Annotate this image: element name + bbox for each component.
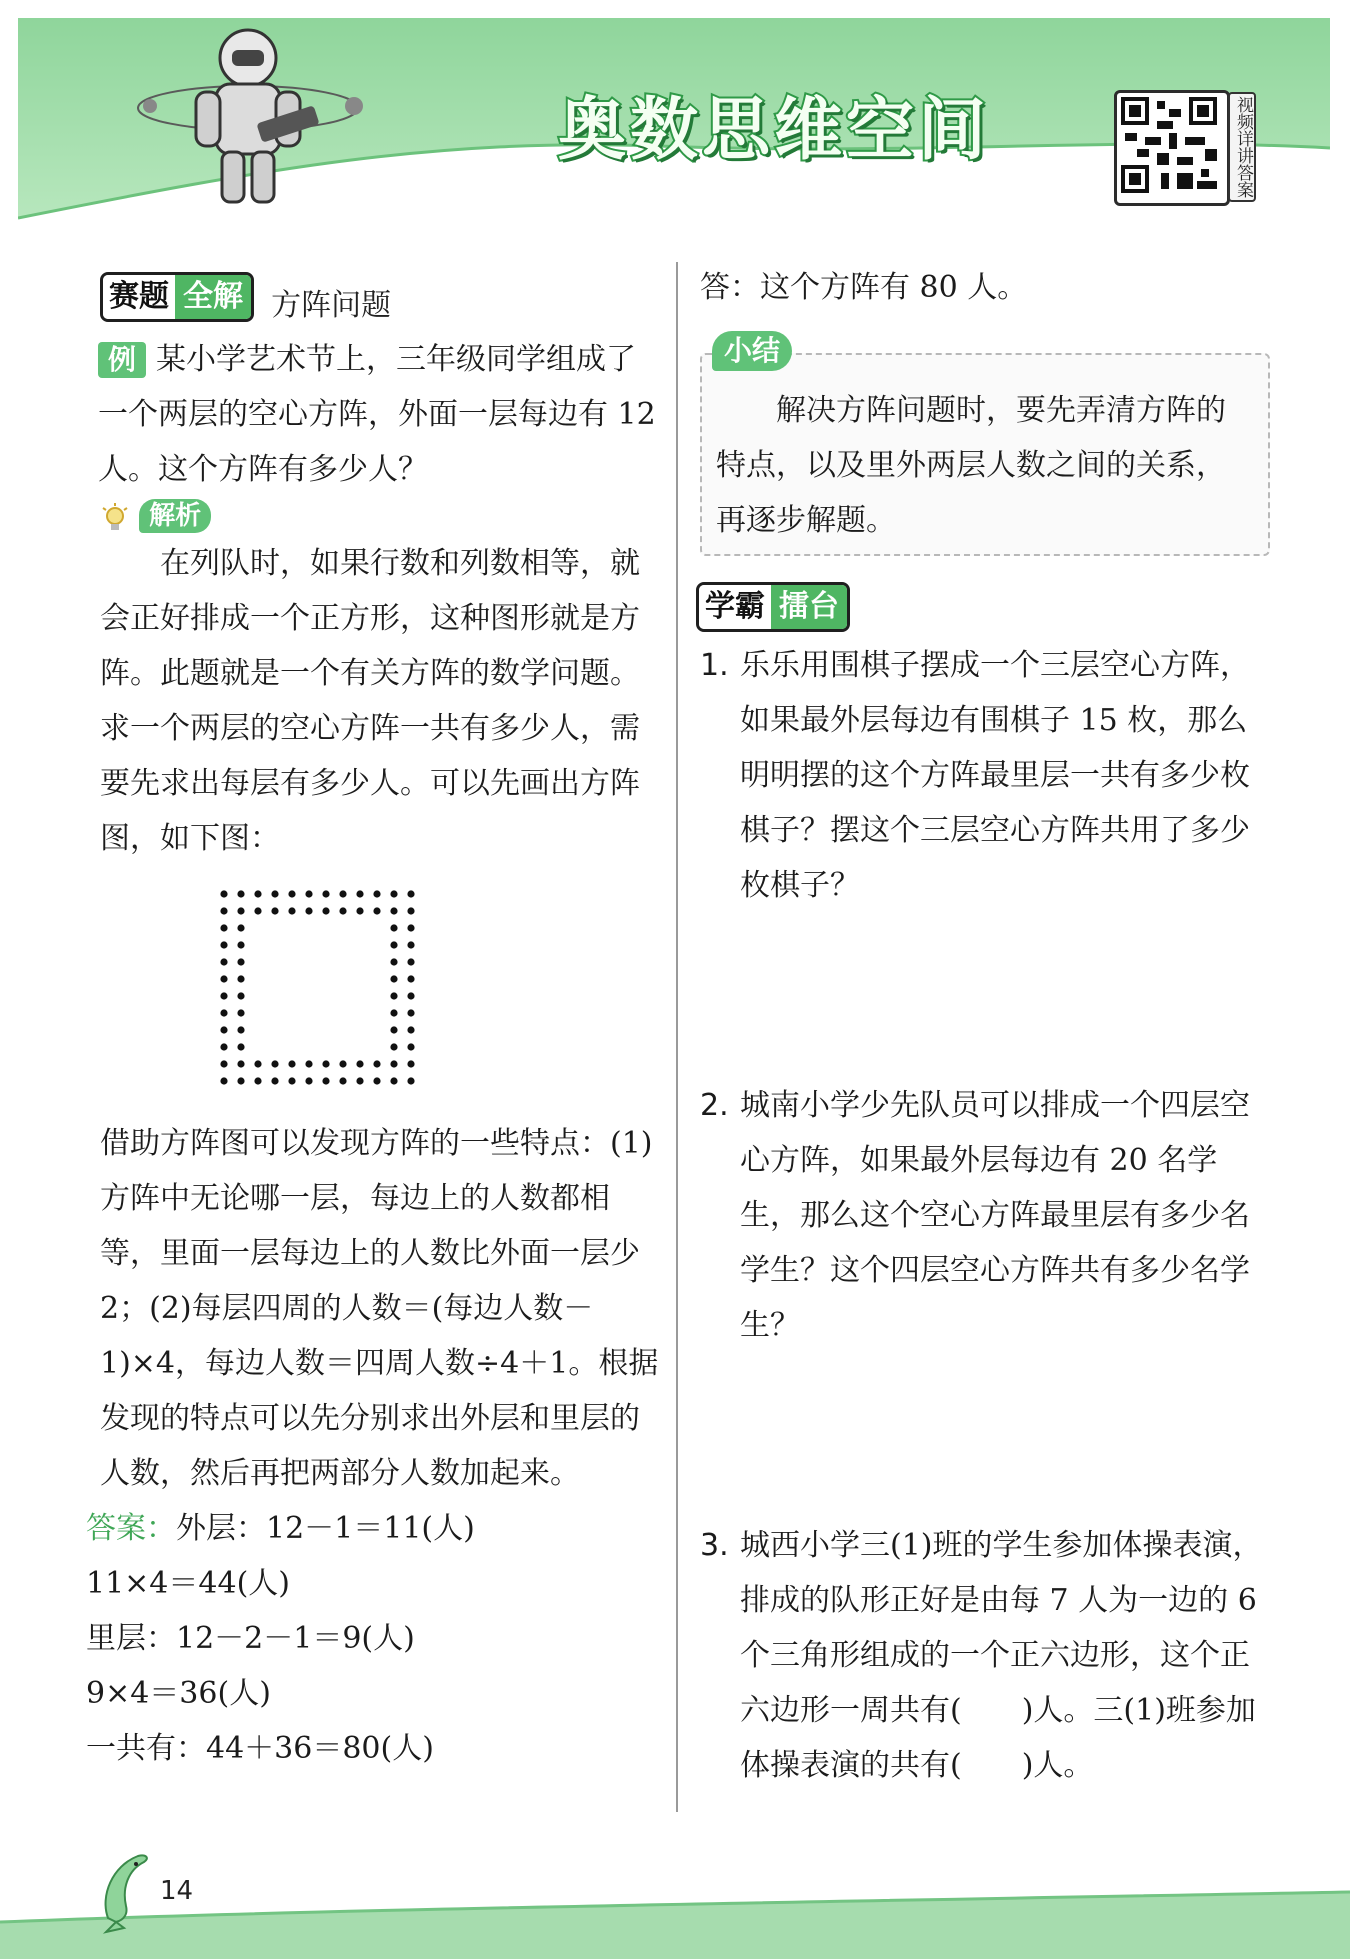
- person-dot: [305, 1077, 312, 1084]
- person-dot: [339, 890, 346, 897]
- person-dot: [254, 890, 261, 897]
- person-dot: [407, 1009, 414, 1016]
- summary-text: 解决方阵问题时，要先弄清方阵的特点，以及里外两层人数之间的关系，再逐步解题。: [716, 393, 1226, 538]
- person-dot: [220, 958, 227, 965]
- person-dot: [237, 1026, 244, 1033]
- person-dot: [407, 924, 414, 931]
- lightbulb-icon: [100, 502, 130, 536]
- page-number: 14: [160, 1876, 194, 1906]
- person-dot: [237, 941, 244, 948]
- person-dot: [390, 958, 397, 965]
- person-dot: [390, 907, 397, 914]
- answer-line-2: 11×4＝44(人): [86, 1566, 290, 1601]
- person-dot: [220, 1060, 227, 1067]
- final-answer: 答：这个方阵有 80 人。: [700, 270, 1028, 305]
- person-dot: [237, 992, 244, 999]
- person-dot: [254, 1077, 261, 1084]
- qr-code-icon[interactable]: [1114, 90, 1230, 206]
- section-heading-left: [100, 272, 660, 324]
- column-divider: [676, 262, 678, 1812]
- answer-block: [86, 1501, 660, 1776]
- person-dot: [356, 1077, 363, 1084]
- person-dot: [356, 907, 363, 914]
- person-dot: [237, 1077, 244, 1084]
- person-dot: [220, 907, 227, 914]
- person-dot: [220, 1077, 227, 1084]
- person-dot: [322, 907, 329, 914]
- analysis-heading: [100, 499, 660, 537]
- person-dot: [271, 907, 278, 914]
- analysis-paragraph-1: 在列队时，如果行数和列数相等，就会正好排成一个正方形，这种图形就是方阵。此题就是一个有关方阵的数学问题。求一个两层的空心方阵一共有多少人，需要先求出每层有多少人。可以先画出方阵图，如下图：: [100, 546, 640, 856]
- person-dot: [237, 924, 244, 931]
- person-dot: [237, 975, 244, 982]
- section-tag-right-a: 学霸: [699, 585, 771, 629]
- person-dot: [220, 941, 227, 948]
- summary-label: 小结: [712, 331, 792, 371]
- person-dot: [356, 1060, 363, 1067]
- person-dot: [322, 1060, 329, 1067]
- question-1: [700, 638, 1270, 1078]
- answer-line-4: 9×4＝36(人): [86, 1676, 271, 1711]
- person-dot: [220, 992, 227, 999]
- section-tag-right-b: 擂台: [771, 585, 847, 629]
- example-problem: [98, 332, 660, 497]
- example-text: 某小学艺术节上，三年级同学组成了一个两层的空心方阵，外面一层每边有 12 人。这个方阵有多少人？: [98, 341, 656, 487]
- question-number: 2.: [700, 1088, 729, 1123]
- page-title: 奥数思维空间: [558, 91, 991, 170]
- person-dot: [237, 1060, 244, 1067]
- person-dot: [288, 1060, 295, 1067]
- dot-array: [216, 886, 436, 1098]
- person-dot: [390, 1043, 397, 1050]
- person-dot: [407, 975, 414, 982]
- hollow-square-diagram: [216, 886, 660, 1102]
- section-tag-right: [696, 582, 850, 632]
- question-number: 1.: [700, 648, 729, 683]
- person-dot: [356, 890, 363, 897]
- section-subtitle: 方阵问题: [271, 287, 392, 323]
- person-dot: [237, 1043, 244, 1050]
- person-dot: [339, 907, 346, 914]
- person-dot: [407, 1077, 414, 1084]
- person-dot: [220, 890, 227, 897]
- person-dot: [407, 1060, 414, 1067]
- person-dot: [271, 1077, 278, 1084]
- summary-box: [700, 334, 1270, 556]
- person-dot: [220, 1043, 227, 1050]
- person-dot: [407, 992, 414, 999]
- person-dot: [390, 1026, 397, 1033]
- person-dot: [390, 890, 397, 897]
- person-dot: [288, 890, 295, 897]
- header-banner: [18, 18, 1330, 228]
- person-dot: [220, 1026, 227, 1033]
- qr-label: 视频详讲答案: [1228, 92, 1256, 202]
- person-dot: [237, 1009, 244, 1016]
- person-dot: [220, 1009, 227, 1016]
- person-dot: [407, 958, 414, 965]
- person-dot: [305, 907, 312, 914]
- answer-line-1: 外层：12－1＝11(人): [176, 1511, 475, 1546]
- person-dot: [322, 1077, 329, 1084]
- person-dot: [288, 907, 295, 914]
- astronaut-icon: [128, 18, 368, 218]
- person-dot: [390, 924, 397, 931]
- answer-label: 答案：: [86, 1511, 176, 1546]
- question-text: 城南小学少先队员可以排成一个四层空心方阵，如果最外层每边有 20 名学生，那么这个空心方阵最里层有多少名学生？这个四层空心方阵共有多少名学生？: [740, 1088, 1250, 1343]
- person-dot: [220, 975, 227, 982]
- person-dot: [237, 907, 244, 914]
- answer-line-5: 一共有：44＋36＝80(人): [86, 1731, 434, 1766]
- section-heading-right: [696, 582, 1270, 632]
- person-dot: [373, 1077, 380, 1084]
- question-number: 3.: [700, 1528, 729, 1563]
- person-dot: [407, 1026, 414, 1033]
- person-dot: [220, 924, 227, 931]
- footer-band: [0, 1882, 1350, 1959]
- question-text: 城西小学三(1)班的学生参加体操表演，排成的队形正好是由每 7 人为一边的 6 个三角形组成的一个正六边形，这个正六边形一周共有( )人。三(1)班参加体操表演的共有( )人。: [740, 1528, 1263, 1783]
- person-dot: [288, 1077, 295, 1084]
- person-dot: [339, 1077, 346, 1084]
- person-dot: [305, 1060, 312, 1067]
- person-dot: [390, 992, 397, 999]
- section-tag-a: 赛题: [103, 275, 175, 319]
- dolphin-icon: [94, 1848, 156, 1934]
- analysis-label: 解析: [139, 499, 211, 533]
- section-tag: [100, 272, 254, 322]
- question-2: [700, 1078, 1270, 1518]
- question-text: 乐乐用围棋子摆成一个三层空心方阵，如果最外层每边有围棋子 15 枚，那么明明摆的这个方阵最里层一共有多少枚棋子？摆这个三层空心方阵共用了多少枚棋子？: [740, 648, 1250, 903]
- person-dot: [390, 1060, 397, 1067]
- left-column: [86, 272, 660, 1776]
- person-dot: [305, 890, 312, 897]
- person-dot: [322, 890, 329, 897]
- person-dot: [237, 958, 244, 965]
- person-dot: [373, 890, 380, 897]
- answer-line-3: 里层：12－2－1＝9(人): [86, 1621, 415, 1656]
- person-dot: [254, 907, 261, 914]
- person-dot: [407, 890, 414, 897]
- person-dot: [390, 941, 397, 948]
- person-dot: [339, 1060, 346, 1067]
- person-dot: [237, 890, 244, 897]
- person-dot: [373, 1060, 380, 1067]
- right-column: [700, 272, 1270, 1793]
- person-dot: [271, 890, 278, 897]
- section-tag-b: 全解: [175, 275, 251, 319]
- person-dot: [390, 1009, 397, 1016]
- person-dot: [407, 941, 414, 948]
- example-label: 例: [98, 342, 146, 378]
- analysis-paragraph-2: 借助方阵图可以发现方阵的一些特点：(1)方阵中无论哪一层，每边上的人数都相等，里面一层每边上的人数比外面一层少 2；(2)每层四周的人数＝(每边人数－1)×4，每边人数＝四周人数÷4＋1。根据发现的特点可以先分别求出外层和里层的人数，然后再把两部分人数加起来。: [100, 1126, 659, 1491]
- person-dot: [390, 1077, 397, 1084]
- person-dot: [407, 1043, 414, 1050]
- person-dot: [373, 907, 380, 914]
- question-3: [700, 1518, 1270, 1793]
- person-dot: [407, 907, 414, 914]
- person-dot: [390, 975, 397, 982]
- person-dot: [271, 1060, 278, 1067]
- person-dot: [254, 1060, 261, 1067]
